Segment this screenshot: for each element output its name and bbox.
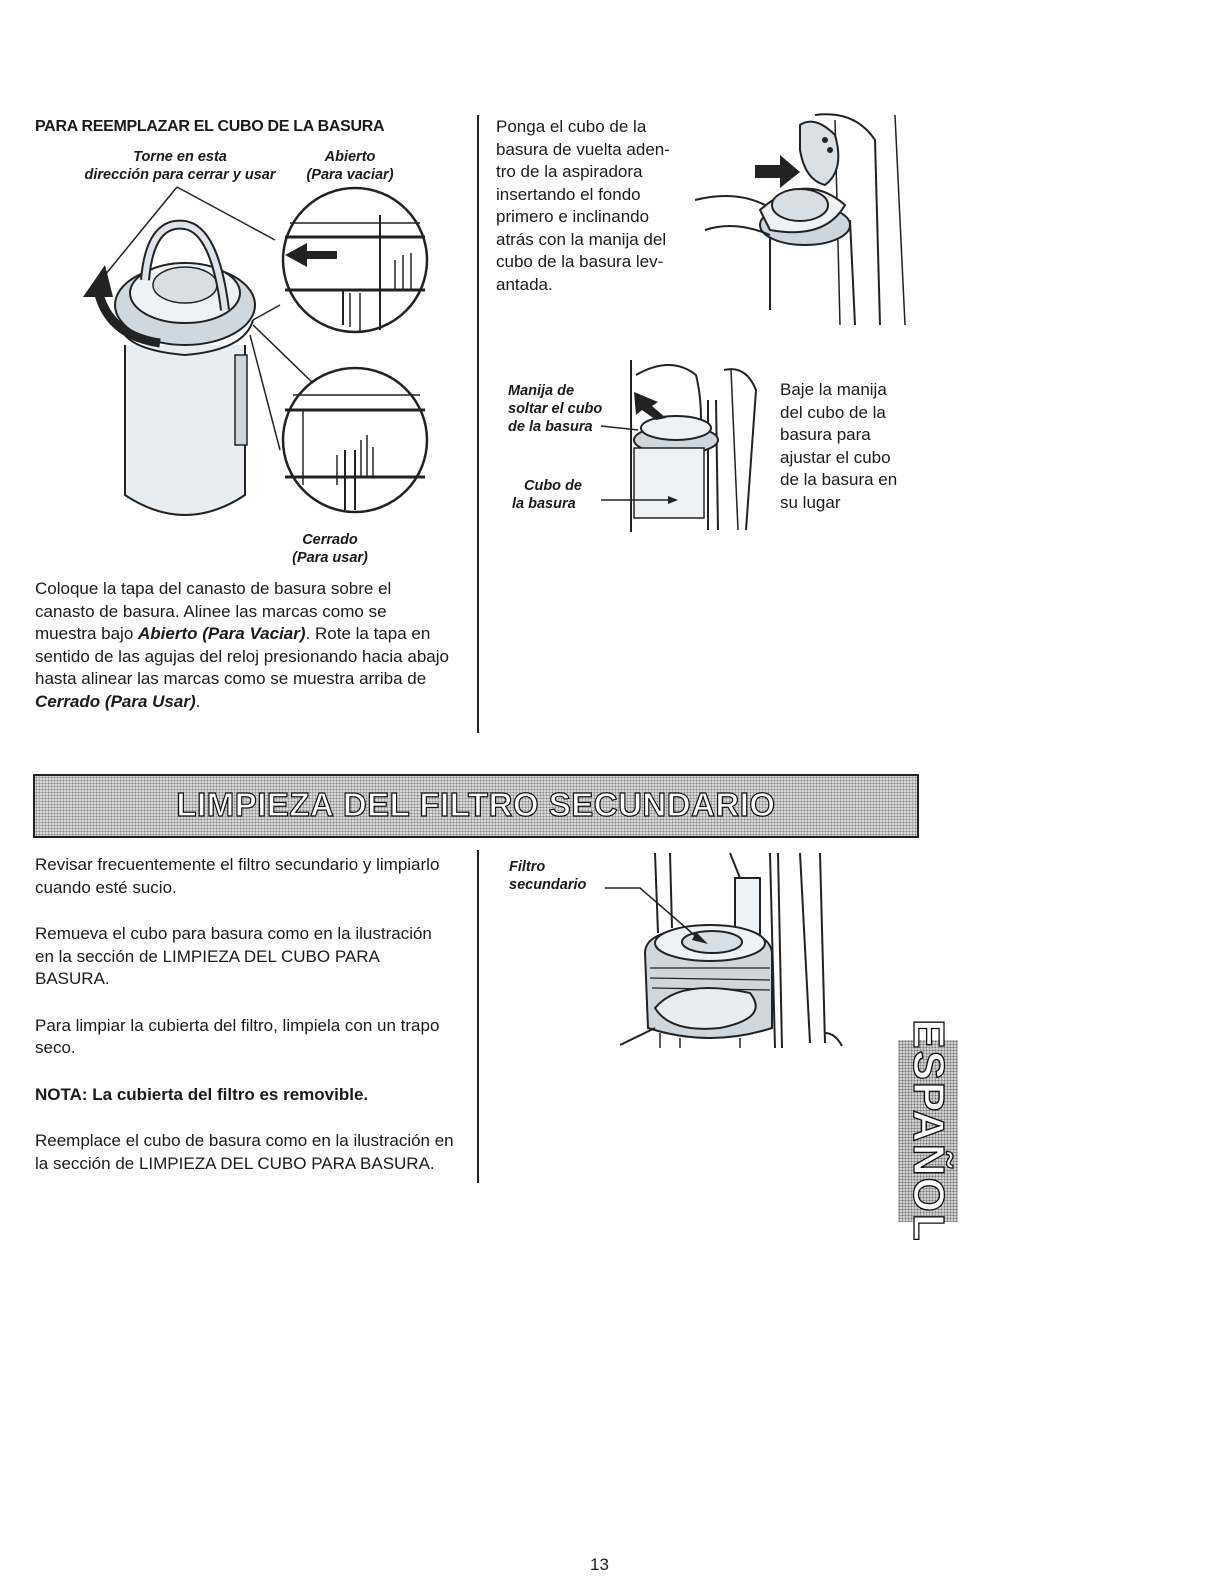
section-title-replace-bin: PARA REEMPLAZAR EL CUBO DE LA BASURA	[35, 118, 385, 135]
paragraph-align-lid	[35, 578, 450, 713]
paragraph-align-lid-part3: .	[195, 691, 201, 711]
column-divider-2	[477, 850, 479, 1183]
bin-lid-illustration	[75, 185, 435, 540]
label-filter-line2: secundario	[509, 877, 587, 893]
instruction-lower-line2: del cubo de la	[780, 402, 886, 422]
instruction-lower-line3: basura para	[780, 425, 871, 444]
secondary-filter-illustration	[600, 848, 850, 1053]
banner-title: LIMPIEZA DEL FILTRO SECUNDARIO	[176, 786, 776, 823]
lower-handle-illustration	[596, 360, 771, 535]
label-filter-line1: Filtro	[509, 859, 546, 875]
instruction-lower-line5: de la basura en	[780, 470, 898, 489]
label-release-line2: soltar el cubo	[508, 401, 603, 417]
label-release-line1: Manija de	[508, 383, 575, 399]
instruction-insert-line3: tro de la aspiradora	[496, 162, 643, 181]
label-bin-line1: Cubo de	[524, 478, 582, 494]
label-turn-line2: dirección para cerrar y usar	[84, 167, 276, 183]
language-side-tab	[898, 1019, 958, 1243]
label-open	[280, 148, 420, 184]
emphasis-closed: Cerrado (Para Usar)	[35, 691, 196, 711]
insert-bin-illustration	[685, 110, 915, 330]
label-closed-line2: (Para usar)	[292, 550, 368, 566]
label-closed	[260, 531, 400, 567]
language-tab-text: ESPAÑOL	[904, 1019, 953, 1243]
emphasis-open: Abierto (Para Vaciar)	[138, 624, 306, 643]
label-turn-line1: Torne en esta	[133, 149, 227, 165]
section-banner	[33, 774, 919, 838]
paragraph-check-filter: Revisar frecuentemente el filtro secundario y limpiarlo cuando esté sucio.	[35, 855, 440, 897]
paragraph-remove-bin: Remueva el cubo para basura como en la ilustración en la sección de LIMPIEZA DEL CUBO PARA BASURA.	[35, 924, 432, 988]
instruction-insert-line8: antada.	[496, 274, 553, 294]
label-release-line3: de la basura	[508, 419, 593, 435]
instruction-lower-line4: ajustar el cubo	[780, 447, 891, 467]
instruction-insert-line5: primero e inclinando	[496, 207, 650, 226]
column-divider-1	[477, 115, 479, 733]
paragraph-align-lid-part2: . Rote la tapa en sentido de las agujas del reloj presionando hacia abajo hasta alinear las marcas como se muestra arriba de	[35, 624, 449, 688]
instruction-insert-line7: cubo de la basura lev-	[496, 252, 664, 271]
label-open-line2: (Para vaciar)	[306, 167, 394, 183]
instruction-insert-line6: atrás con la manija del	[496, 229, 667, 249]
instruction-lower-line1: Baje la manija	[780, 380, 887, 399]
instruction-insert-line1: Ponga el cubo de la	[496, 117, 647, 136]
instruction-lower-line6: su lugar	[780, 492, 841, 512]
instruction-lower-handle	[780, 379, 940, 514]
instruction-insert-line2: basura de vuelta aden-	[496, 139, 670, 159]
paragraph-replace-bin: Reemplace el cubo de basura como en la ilustración en la sección de LIMPIEZA DEL CUBO PARA BASURA.	[35, 1131, 454, 1173]
label-bin-line2: la basura	[512, 496, 576, 512]
label-turn-direction	[55, 148, 305, 184]
page-number: 13	[590, 1555, 609, 1574]
paragraph-clean-cover: Para limpiar la cubierta del filtro, limpiela con un trapo seco.	[35, 1015, 440, 1057]
label-closed-line1: Cerrado	[302, 532, 358, 548]
note-cover-removable: NOTA: La cubierta del filtro es removible.	[35, 1084, 369, 1104]
instruction-insert-line4: insertando el fondo	[496, 184, 641, 204]
label-open-line1: Abierto	[324, 149, 376, 165]
filter-cleaning-text	[35, 854, 455, 1199]
paragraph-align-lid-part1: Coloque la tapa del canasto de basura sobre el canasto de basura. Alinee las marcas como se muestra bajo	[35, 579, 392, 643]
instruction-insert-bin	[496, 116, 716, 296]
